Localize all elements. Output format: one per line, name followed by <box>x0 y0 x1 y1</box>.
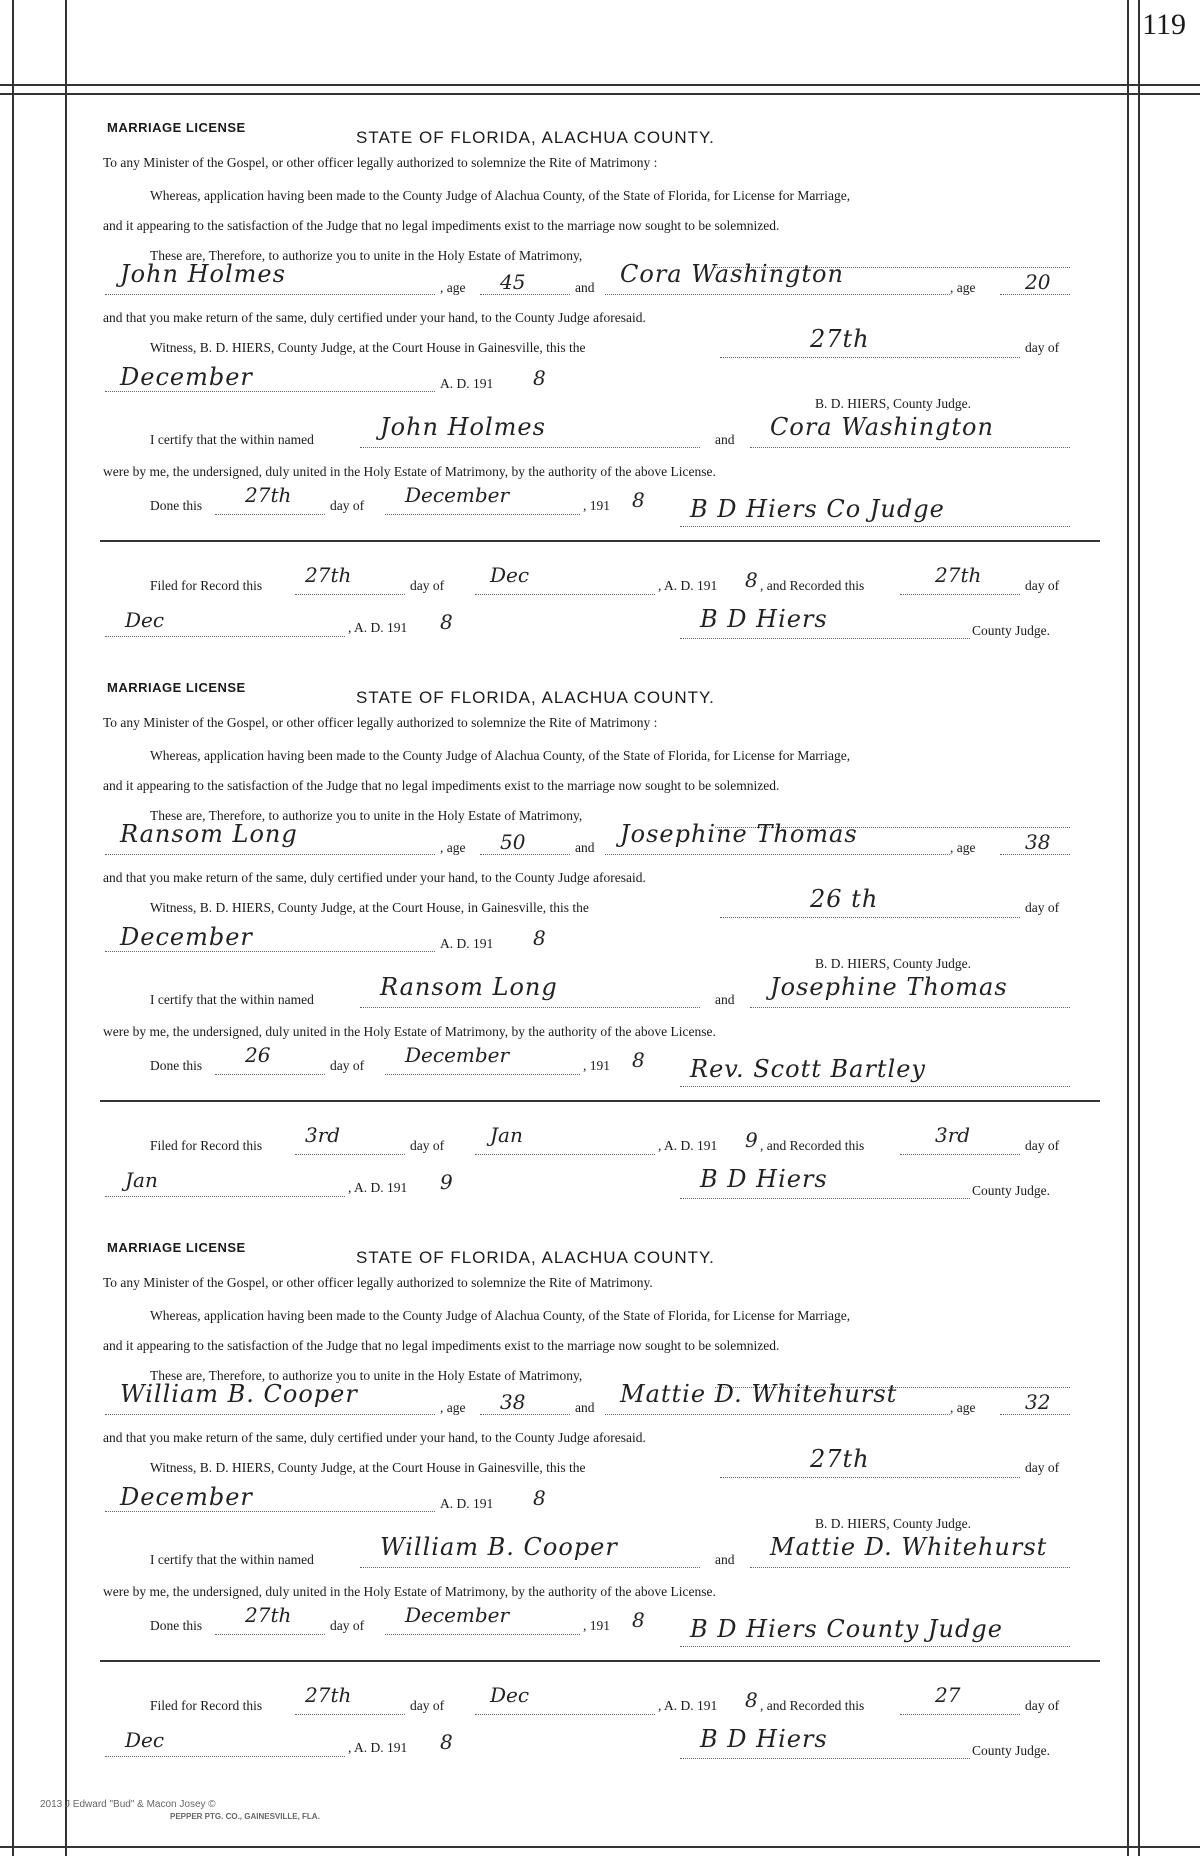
groom-name-dots <box>105 1413 435 1415</box>
witness-day-of-label: day of <box>1025 340 1060 355</box>
certify-bride-dots <box>750 1006 1070 1008</box>
appearing-line: and it appearing to the satisfaction of the Judge that no legal impediments exist to the marriage now sought to be solemnized. <box>103 218 780 233</box>
county-judge-signature: B D Hiers <box>700 1165 828 1193</box>
done-day: 27th <box>245 483 292 507</box>
groom-name-dots <box>105 853 435 855</box>
filed-day: 3rd <box>305 1123 341 1147</box>
groom-age-dots <box>480 1413 570 1415</box>
return-line: and that you make return of the same, duly certified under your hand, to the County Judge aforesaid. <box>103 1430 646 1445</box>
filed-day-dots <box>295 1153 405 1155</box>
therefore-line: These are, Therefore, to authorize you to unite in the Holy Estate of Matrimony, <box>150 808 583 823</box>
judge-title: B. D. HIERS, County Judge. <box>815 956 972 971</box>
judge-title: B. D. HIERS, County Judge. <box>815 396 972 411</box>
printer-imprint: PEPPER PTG. CO., GAINESVILLE, FLA. <box>170 1812 320 1821</box>
license-header-label: MARRIAGE LICENSE <box>107 1240 246 1255</box>
recorded-month: Jan <box>125 1168 158 1192</box>
witness-month: December <box>120 363 253 391</box>
groom-age-label: , age <box>440 280 466 295</box>
page-number: 119 <box>1142 8 1186 41</box>
groom-age: 50 <box>500 830 526 854</box>
license-header-label: MARRIAGE LICENSE <box>107 120 246 135</box>
witness-day-dots <box>720 916 1020 918</box>
recorded-day: 3rd <box>935 1123 971 1147</box>
filed-section-divider <box>100 1660 1100 1662</box>
certify-groom-dots <box>360 1566 700 1568</box>
officiant-signature: Rev. Scott Bartley <box>690 1055 926 1083</box>
filed-section-divider <box>100 1100 1100 1102</box>
bride-age-label: , age <box>950 1400 976 1415</box>
county-judge-label: County Judge. <box>972 1183 1051 1198</box>
certify-line: I certify that the within named <box>150 992 314 1007</box>
groom-name-dots <box>105 293 435 295</box>
witness-line: Witness, B. D. HIERS, County Judge, at the Court House in Gainesville, this the <box>150 1460 586 1475</box>
filed-label: Filed for Record this <box>150 1698 263 1713</box>
marriage-license <box>0 100 1200 660</box>
filed-year-digit: 8 <box>745 568 758 592</box>
bride-name: Cora Washington <box>620 260 844 288</box>
top-border-2 <box>0 93 1200 95</box>
recorded-label: , and Recorded this <box>760 1138 865 1153</box>
done-label: Done this <box>150 1058 203 1073</box>
witness-month-dots <box>105 390 435 392</box>
therefore-line: These are, Therefore, to authorize you to unite in the Holy Estate of Matrimony, <box>150 248 583 263</box>
filed-month: Jan <box>490 1123 523 1147</box>
united-line: were by me, the undersigned, duly united in the Holy Estate of Matrimony, by the authority of the above License. <box>103 1584 716 1599</box>
done-month: December <box>405 1603 510 1627</box>
bride-age-dots <box>1000 293 1070 295</box>
appearing-line: and it appearing to the satisfaction of the Judge that no legal impediments exist to the marriage now sought to be solemnized. <box>103 1338 780 1353</box>
recorded-ad-label: , A. D. 191 <box>348 620 408 635</box>
done-month-dots <box>385 1073 580 1075</box>
recorded-month: Dec <box>125 1728 165 1752</box>
names-and-label: and <box>575 280 595 295</box>
filed-day-of-label: day of <box>410 1138 445 1153</box>
state-title: STATE OF FLORIDA, ALACHUA COUNTY. <box>356 128 715 147</box>
filed-section-divider <box>100 540 1100 542</box>
groom-age-dots <box>480 293 570 295</box>
witness-day: 26 th <box>810 885 879 913</box>
bride-name-dots <box>605 853 950 855</box>
done-label: Done this <box>150 1618 203 1633</box>
done-year-prefix: , 191 <box>583 498 610 513</box>
appearing-line: and it appearing to the satisfaction of the Judge that no legal impediments exist to the marriage now sought to be solemnized. <box>103 778 780 793</box>
witness-day-of-label: day of <box>1025 900 1060 915</box>
witness-month: December <box>120 1483 253 1511</box>
recorded-day-of-label: day of <box>1025 1138 1060 1153</box>
witness-line: Witness, B. D. HIERS, County Judge, at the Court House in Gainesville, this the <box>150 340 586 355</box>
officiant-dots <box>680 1085 1070 1087</box>
whereas-line: Whereas, application having been made to the County Judge of Alachua County, of the State of Florida, for License for Marriage, <box>150 1308 851 1323</box>
witness-year-digit: 8 <box>533 1486 546 1510</box>
done-year-prefix: , 191 <box>583 1618 610 1633</box>
address-line: To any Minister of the Gospel, or other officer legally authorized to solemnize the Rite of Matrimony. <box>103 1275 653 1290</box>
groom-age: 38 <box>500 1390 526 1414</box>
officiant-signature: B D Hiers County Judge <box>690 1615 1003 1643</box>
done-year-prefix: , 191 <box>583 1058 610 1073</box>
done-year-digit: 8 <box>632 488 645 512</box>
address-line: To any Minister of the Gospel, or other officer legally authorized to solemnize the Rite of Matrimony : <box>103 155 658 170</box>
recorded-label: , and Recorded this <box>760 578 865 593</box>
filed-month-dots <box>475 1153 655 1155</box>
filed-month: Dec <box>490 563 530 587</box>
recorded-day-dots <box>900 1153 1020 1155</box>
bride-name: Josephine Thomas <box>620 820 858 848</box>
bride-age-label: , age <box>950 840 976 855</box>
witness-ad-label: A. D. 191 <box>440 376 494 391</box>
recorded-month: Dec <box>125 608 165 632</box>
filed-year-digit: 9 <box>745 1128 758 1152</box>
bride-name-dots <box>605 293 950 295</box>
therefore-line: These are, Therefore, to authorize you to unite in the Holy Estate of Matrimony, <box>150 1368 583 1383</box>
witness-month-dots <box>105 950 435 952</box>
bride-name-dots <box>605 1413 950 1415</box>
filed-day: 27th <box>305 1683 352 1707</box>
certify-bride: Cora Washington <box>770 413 994 441</box>
filed-label: Filed for Record this <box>150 1138 263 1153</box>
done-day: 27th <box>245 1603 292 1627</box>
united-line: were by me, the undersigned, duly united in the Holy Estate of Matrimony, by the authority of the above License. <box>103 464 716 479</box>
witness-day: 27th <box>810 1445 870 1473</box>
witness-day-dots <box>720 1476 1020 1478</box>
county-judge-signature: B D Hiers <box>700 605 828 633</box>
groom-age-label: , age <box>440 1400 466 1415</box>
filed-day-dots <box>295 593 405 595</box>
witness-day: 27th <box>810 325 870 353</box>
names-and-label: and <box>575 1400 595 1415</box>
bride-age-label: , age <box>950 280 976 295</box>
return-line: and that you make return of the same, duly certified under your hand, to the County Judge aforesaid. <box>103 870 646 885</box>
recorded-month-dots <box>105 1755 345 1757</box>
done-month: December <box>405 1043 510 1067</box>
certify-and-label: and <box>715 1552 735 1567</box>
done-month-dots <box>385 1633 580 1635</box>
filed-month-dots <box>475 1713 655 1715</box>
certify-line: I certify that the within named <box>150 1552 314 1567</box>
return-line: and that you make return of the same, duly certified under your hand, to the County Judge aforesaid. <box>103 310 646 325</box>
certify-groom: William B. Cooper <box>380 1533 618 1561</box>
recorded-ad-label: , A. D. 191 <box>348 1180 408 1195</box>
officiant-signature: B D Hiers Co Judge <box>690 495 945 523</box>
witness-ad-label: A. D. 191 <box>440 1496 494 1511</box>
bride-name: Mattie D. Whitehurst <box>620 1380 898 1408</box>
certify-groom-dots <box>360 1006 700 1008</box>
certify-groom-dots <box>360 446 700 448</box>
state-title: STATE OF FLORIDA, ALACHUA COUNTY. <box>356 1248 715 1267</box>
bottom-border <box>0 1846 1200 1848</box>
bride-age: 32 <box>1025 1390 1051 1414</box>
top-border-1 <box>0 84 1200 86</box>
done-month-dots <box>385 513 580 515</box>
groom-name: John Holmes <box>120 260 286 288</box>
filed-ad-label: , A. D. 191 <box>658 1138 718 1153</box>
done-day-dots <box>215 1073 325 1075</box>
certify-line: I certify that the within named <box>150 432 314 447</box>
filed-year-digit: 8 <box>745 1688 758 1712</box>
officiant-dots <box>680 1645 1070 1647</box>
witness-year-digit: 8 <box>533 926 546 950</box>
groom-name: William B. Cooper <box>120 1380 358 1408</box>
filed-month-dots <box>475 593 655 595</box>
recorded-day-dots <box>900 1713 1020 1715</box>
done-year-digit: 8 <box>632 1608 645 1632</box>
recorded-day-of-label: day of <box>1025 578 1060 593</box>
done-day-of-label: day of <box>330 498 365 513</box>
marriage-license <box>0 660 1200 1220</box>
certify-bride-dots <box>750 446 1070 448</box>
bride-age: 38 <box>1025 830 1051 854</box>
done-day-of-label: day of <box>330 1618 365 1633</box>
officiant-dots <box>680 525 1070 527</box>
whereas-line: Whereas, application having been made to the County Judge of Alachua County, of the State of Florida, for License for Marriage, <box>150 188 851 203</box>
recorded-day-dots <box>900 593 1020 595</box>
united-line: were by me, the undersigned, duly united in the Holy Estate of Matrimony, by the authority of the above License. <box>103 1024 716 1039</box>
witness-month: December <box>120 923 253 951</box>
whereas-line: Whereas, application having been made to the County Judge of Alachua County, of the State of Florida, for License for Marriage, <box>150 748 851 763</box>
county-judge-dots <box>680 637 970 639</box>
certify-and-label: and <box>715 992 735 1007</box>
groom-age: 45 <box>500 270 526 294</box>
marriage-license <box>0 1220 1200 1780</box>
witness-month-dots <box>105 1510 435 1512</box>
county-judge-label: County Judge. <box>972 1743 1051 1758</box>
filed-ad-label: , A. D. 191 <box>658 1698 718 1713</box>
done-day: 26 <box>245 1043 271 1067</box>
witness-line: Witness, B. D. HIERS, County Judge, at the Court House, in Gainesville, this the <box>150 900 589 915</box>
license-header-label: MARRIAGE LICENSE <box>107 680 246 695</box>
recorded-year-digit: 8 <box>440 1730 453 1754</box>
certify-bride-dots <box>750 1566 1070 1568</box>
groom-name: Ransom Long <box>120 820 298 848</box>
judge-title: B. D. HIERS, County Judge. <box>815 1516 972 1531</box>
county-judge-signature: B D Hiers <box>700 1725 828 1753</box>
recorded-ad-label: , A. D. 191 <box>348 1740 408 1755</box>
filed-day-of-label: day of <box>410 578 445 593</box>
recorded-day: 27th <box>935 563 982 587</box>
recorded-label: , and Recorded this <box>760 1698 865 1713</box>
bride-age-dots <box>1000 1413 1070 1415</box>
bride-age: 20 <box>1025 270 1051 294</box>
filed-day-of-label: day of <box>410 1698 445 1713</box>
done-day-of-label: day of <box>330 1058 365 1073</box>
recorded-day: 27 <box>935 1683 961 1707</box>
witness-ad-label: A. D. 191 <box>440 936 494 951</box>
filed-month: Dec <box>490 1683 530 1707</box>
recorded-month-dots <box>105 1195 345 1197</box>
recorded-year-digit: 8 <box>440 610 453 634</box>
names-and-label: and <box>575 840 595 855</box>
certify-groom: Ransom Long <box>380 973 558 1001</box>
county-judge-dots <box>680 1757 970 1759</box>
filed-ad-label: , A. D. 191 <box>658 578 718 593</box>
groom-age-label: , age <box>440 840 466 855</box>
groom-age-dots <box>480 853 570 855</box>
done-day-dots <box>215 513 325 515</box>
done-year-digit: 8 <box>632 1048 645 1072</box>
done-label: Done this <box>150 498 203 513</box>
certify-groom: John Holmes <box>380 413 546 441</box>
done-month: December <box>405 483 510 507</box>
certify-bride: Josephine Thomas <box>770 973 1008 1001</box>
county-judge-label: County Judge. <box>972 623 1051 638</box>
filed-label: Filed for Record this <box>150 578 263 593</box>
address-line: To any Minister of the Gospel, or other officer legally authorized to solemnize the Rite of Matrimony : <box>103 715 658 730</box>
witness-day-dots <box>720 356 1020 358</box>
certify-and-label: and <box>715 432 735 447</box>
filed-day: 27th <box>305 563 352 587</box>
filed-day-dots <box>295 1713 405 1715</box>
county-judge-dots <box>680 1197 970 1199</box>
witness-year-digit: 8 <box>533 366 546 390</box>
witness-day-of-label: day of <box>1025 1460 1060 1475</box>
recorded-month-dots <box>105 635 345 637</box>
certify-bride: Mattie D. Whitehurst <box>770 1533 1048 1561</box>
recorded-day-of-label: day of <box>1025 1698 1060 1713</box>
recorded-year-digit: 9 <box>440 1170 453 1194</box>
copyright-text: 2013 J Edward "Bud" & Macon Josey © <box>40 1799 216 1810</box>
done-day-dots <box>215 1633 325 1635</box>
bride-age-dots <box>1000 853 1070 855</box>
state-title: STATE OF FLORIDA, ALACHUA COUNTY. <box>356 688 715 707</box>
